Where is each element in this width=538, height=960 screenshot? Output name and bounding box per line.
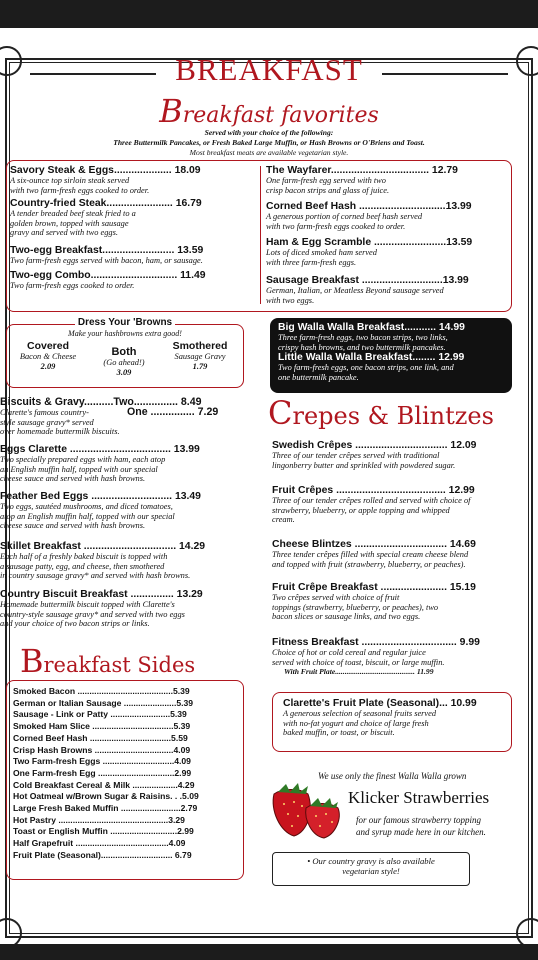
option-name: Both <box>111 346 137 358</box>
top-dark-band <box>0 0 538 28</box>
menu-item <box>0 589 246 629</box>
item-desc: cream. <box>272 515 295 525</box>
item-desc: cheese sauce and served with hash browns. <box>0 474 146 484</box>
item-desc: Two farm-fresh eggs, one bacon strips, one link, and <box>278 363 454 373</box>
side-item: Fruit Plate (Seasonal).............................. 6.79 <box>13 849 192 860</box>
strawberry-desc-line: and syrup made here in our kitchen. <box>356 827 486 837</box>
item-desc: Two farm-fresh eggs cooked to order. <box>10 281 135 290</box>
item-name: Feather Bed Eggs ............................ 13.49 <box>0 491 201 502</box>
gravy-note-line: vegetarian style! <box>342 865 400 876</box>
strawberry-desc <box>356 814 516 838</box>
item-desc: golden brown, topped with sausage <box>10 218 129 228</box>
item-name: Country-fried Steak....................... 16.79 <box>10 198 202 209</box>
item-desc: gravy and served with two eggs. <box>10 228 118 238</box>
option-desc: Sausage Gravy <box>174 352 226 361</box>
item-name: The Wayfarer.................................. 12.79 <box>266 165 458 176</box>
page-title: BREAKFAST <box>175 52 363 87</box>
bottom-dark-band <box>0 944 538 960</box>
side-item: Cold Breakfast Cereal & Milk ...................4.29 <box>13 779 195 790</box>
served-note-1: Served with your choice of the following: <box>204 128 334 137</box>
menu-item <box>266 165 508 201</box>
menu-item <box>266 275 508 305</box>
item-desc: with two farm-fresh eggs cooked to order. <box>266 221 406 231</box>
side-item: Smoked Ham Slice ..................................5.39 <box>13 721 191 732</box>
menu-item <box>266 201 508 237</box>
menu-item <box>10 198 250 245</box>
item-desc: strawberry, blueberry, or apple topping and whipped <box>272 505 450 515</box>
item-name: Eggs Clarette ................................... 13.99 <box>0 444 200 455</box>
item-name: Swedish Crêpes ................................ 12.09 <box>272 440 477 451</box>
side-item: Smoked Bacon ........................................5.39 <box>13 686 190 696</box>
side-item: Crisp Hash Browns .................................4.09 <box>13 744 191 755</box>
option-price: 2.09 <box>40 361 56 371</box>
item-desc: Homemade buttermilk biscuit topped with Clarette's <box>0 600 175 609</box>
menu-item <box>272 582 512 637</box>
item-name: Cheese Blintzes ................................ 14.69 <box>272 539 476 550</box>
option-name: Covered <box>26 340 69 352</box>
strawberry-desc-line: for our famous strawberry topping <box>356 815 482 825</box>
item-desc: Three of our tender crêpes rolled and served with choice of <box>272 496 471 505</box>
item-desc: crispy hash browns, and two buttermilk pancakes. <box>278 342 446 352</box>
strawberry-brand: Klicker Strawberries <box>348 788 490 807</box>
item-desc: with three farm-fresh eggs. <box>266 257 357 267</box>
item-name: Little Walla Walla Breakfast........ 12.99 <box>278 352 465 364</box>
item-name: Ham & Egg Scramble .........................13.59 <box>266 237 473 248</box>
sides-heading: Breakfast Sides <box>20 642 196 680</box>
favorites-left-column <box>10 165 250 291</box>
item-desc: bacon slices or sausage links, and two eggs. <box>272 612 421 622</box>
walla-walla-panel <box>270 318 512 393</box>
left-items-column <box>0 444 246 629</box>
item-desc: with two farm-fresh eggs cooked to order. <box>10 185 150 195</box>
item-name: Corned Beef Hash ..............................13.99 <box>266 201 472 212</box>
option-desc: Bacon & Cheese <box>19 352 77 361</box>
item-desc: and your choice of two bacon strips or links. <box>0 619 150 629</box>
item-desc: Three tender crêpes filled with special cream cheese blend <box>272 550 469 559</box>
side-item: Toast or English Muffin ............................2.99 <box>13 826 194 837</box>
item-desc: country-style sausage gravy* and served with two eggs <box>0 609 185 619</box>
browns-subtitle: Make your hashbrowns extra good! <box>68 329 182 338</box>
browns-title: Dress Your 'Browns <box>6 317 244 328</box>
item-desc: Two farm-fresh eggs served with bacon, ham, or sausage. <box>10 256 203 265</box>
item-desc: Each half of a freshly baked biscuit is topped with <box>0 552 168 561</box>
item-desc: Choice of hot or cold cereal and regular juice <box>272 648 426 657</box>
crepes-column <box>272 440 512 677</box>
item-desc: an English muffin half, topped with our special <box>0 464 158 474</box>
side-item: Two Farm-fresh Eggs ..............................4.09 <box>13 756 191 767</box>
gravy-note-line: • Our country gravy is also available <box>307 856 435 866</box>
crepes-heading: Crepes & Blintzes <box>268 394 494 432</box>
item-desc: One farm-fresh egg served with two <box>266 176 386 185</box>
item-desc: Three of our tender crêpes served with traditional <box>272 451 440 460</box>
favorites-right-column <box>266 165 508 305</box>
menu-item <box>272 539 512 582</box>
fruit-plate-panel <box>272 692 512 752</box>
item-desc: baked muffin, or toast, or biscuit. <box>283 728 395 738</box>
item-desc: A generous selection of seasonal fruits served <box>283 709 437 718</box>
biscuits-gravy-item <box>0 396 244 437</box>
item-desc: crisp bacon strips and glass of juice. <box>266 185 390 195</box>
item-desc: toppings (strawberry, blueberry, or peaches), two <box>272 602 439 612</box>
menu-item <box>10 245 250 270</box>
item-name: Fruit Crêpes ...................................... 12.99 <box>272 485 475 496</box>
menu-item <box>10 270 250 291</box>
strawberry-note: We use only the finest Walla Walla grown <box>318 771 467 781</box>
item-desc: cheese sauce and served with hash browns. <box>0 521 146 531</box>
side-item: Corned Beef Hash ..................................5.59 <box>13 732 188 743</box>
side-item: German or Italian Sausage ......................5.39 <box>13 697 194 708</box>
browns-covered <box>10 340 86 371</box>
strawberry-icon <box>268 780 348 840</box>
favorites-heading: Breakfast favorites <box>159 92 379 130</box>
side-item: One Farm-fresh Egg ................................2.99 <box>13 767 192 778</box>
browns-smothered <box>160 340 240 371</box>
item-desc: with two eggs. <box>266 295 315 305</box>
item-desc: a sausage patty, egg, and cheese, then smothered <box>0 561 165 571</box>
item-name: Skillet Breakfast ................................ 14.29 <box>0 541 206 552</box>
item-desc: lingonberry butter and sprinkled with powdered sugar. <box>272 460 456 470</box>
item-extra: With Fruit Plate.......................................... 11.99 <box>284 667 434 677</box>
item-desc: and topped with fruit (strawberry, blueberry, or peaches). <box>272 559 466 569</box>
menu-item <box>272 637 512 677</box>
item-desc: A generous portion of corned beef hash served <box>266 212 423 221</box>
item-desc: one buttermilk pancake. <box>278 372 359 382</box>
item-desc: A six-ounce top sirloin steak served <box>10 176 130 185</box>
sides-list <box>13 686 238 862</box>
item-price-alt: One ............... 7.29 <box>127 406 219 418</box>
item-desc: Lots of diced smoked ham served <box>266 248 377 257</box>
item-name: Clarette's Fruit Plate (Seasonal)... 10.99 <box>283 698 477 709</box>
side-item: Hot Oatmeal w/Brown Sugar & Raisins. . .5.09 <box>13 791 199 802</box>
menu-item <box>0 491 246 541</box>
menu-item <box>0 541 246 589</box>
item-desc: Clarette's famous country- <box>0 408 89 417</box>
menu-item <box>266 237 508 275</box>
favorites-divider <box>260 166 261 304</box>
option-name: Smothered <box>172 340 228 352</box>
item-name: Two-egg Breakfast......................... 13.59 <box>10 245 204 256</box>
side-item: Half Grapefruit .......................................4.09 <box>13 838 186 849</box>
item-desc: over homemade buttermilk biscuits. <box>0 427 120 437</box>
option-price: 3.09 <box>116 367 132 377</box>
side-item: Sausage - Link or Patty .........................5.39 <box>13 709 187 720</box>
served-note-3: Most breakfast meats are available vegetarian style. <box>189 148 349 157</box>
item-name: Fruit Crêpe Breakfast ....................... 15.19 <box>272 582 476 593</box>
item-desc: with no-fat yogurt and choice of large fresh <box>283 718 429 728</box>
menu-item <box>10 165 250 198</box>
menu-item <box>272 440 512 485</box>
option-price: 1.79 <box>192 361 208 371</box>
side-item: Hot Pastry ..............................................3.29 <box>13 814 185 825</box>
item-desc: A tender breaded beef steak fried to a <box>10 209 136 218</box>
item-name: Savory Steak & Eggs.................... 18.09 <box>10 165 201 176</box>
item-desc: German, Italian, or Meatless Beyond sausage served <box>266 286 444 295</box>
item-desc: style sausage gravy* served <box>0 417 94 427</box>
menu-item <box>272 485 512 539</box>
option-desc: (Go ahead!) <box>103 358 145 367</box>
item-name: Two-egg Combo.............................. 11.49 <box>10 270 206 281</box>
browns-both <box>88 346 160 377</box>
item-name: Fitness Breakfast ................................. 9.99 <box>272 637 480 648</box>
item-desc: Two specially prepared eggs with ham, each atop <box>0 455 166 464</box>
item-desc: atop an English muffin half, topped with our special <box>0 511 175 521</box>
item-desc: Three farm-fresh eggs, two bacon strips, two links, <box>278 333 448 342</box>
item-desc: Two crêpes served with choice of fruit <box>272 593 400 602</box>
item-desc: Two eggs, sautéed mushrooms, and diced tomatoes, <box>0 502 173 511</box>
side-item: Large Fresh Baked Muffin .........................2.79 <box>13 803 198 814</box>
item-name: Country Biscuit Breakfast ............... 13.29 <box>0 589 203 600</box>
item-name: Big Walla Walla Breakfast........... 14.99 <box>278 322 465 333</box>
item-desc: served with choice of toast, biscuit, or large muffin. <box>272 657 445 667</box>
item-name: Sausage Breakfast ............................13.99 <box>266 275 469 286</box>
served-note-2: Three Buttermilk Pancakes, or Fresh Baked Large Muffin, or Hash Browns or O'Briens and Toast. <box>113 138 425 147</box>
menu-item <box>0 444 246 491</box>
item-name: Biscuits & Gravy..........Two............... 8.49 <box>0 396 202 408</box>
gravy-note-box <box>272 852 470 886</box>
item-desc: in country sausage gravy* and served with hash browns. <box>0 571 191 581</box>
